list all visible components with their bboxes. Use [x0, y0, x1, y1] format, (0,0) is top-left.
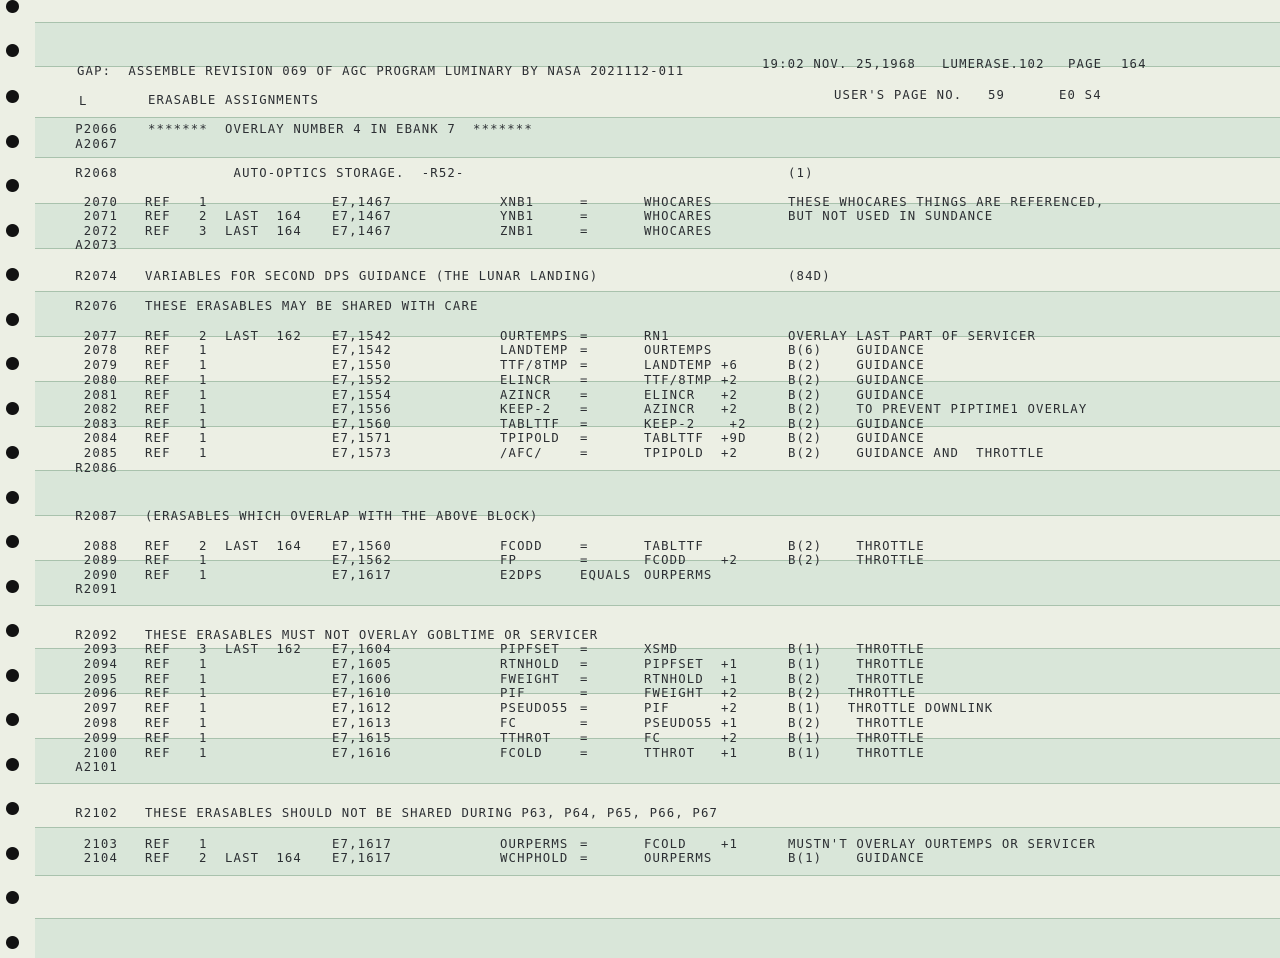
address: E7,1560 — [332, 417, 392, 431]
operand: TTHROT +1 — [644, 746, 739, 760]
line-number: A2073 — [75, 238, 118, 252]
statement-text: THESE ERASABLES MAY BE SHARED WITH CARE — [145, 299, 479, 313]
symbol: XNB1 — [500, 195, 535, 209]
address: E7,1542 — [332, 343, 392, 357]
address: E7,1562 — [332, 553, 392, 567]
operator: = — [580, 716, 589, 730]
ref-count: 2 — [199, 329, 208, 343]
feed-hole-icon — [6, 224, 19, 237]
line-number: 2090 — [83, 568, 118, 582]
line-number: 2103 — [83, 837, 118, 851]
symbol: TTF/8TMP — [500, 358, 569, 372]
comment: B(2) THROTTLE — [788, 716, 925, 730]
symbol: PIF — [500, 686, 526, 700]
line-number: R2092 — [75, 628, 118, 642]
operand: WHOCARES — [644, 195, 713, 209]
operand: OURPERMS — [644, 568, 713, 582]
feed-hole-icon — [6, 758, 19, 771]
operand: LANDTEMP +6 — [644, 358, 739, 372]
operator: = — [580, 731, 589, 745]
operand: OURPERMS — [644, 851, 713, 865]
line-number: 2080 — [83, 373, 118, 387]
ref-count: 1 — [199, 701, 208, 715]
comment: B(2) THROTTLE — [788, 539, 925, 553]
operand: XSMD — [644, 642, 679, 656]
feed-hole-icon — [6, 446, 19, 459]
ref-count: 1 — [199, 746, 208, 760]
operand: AZINCR +2 — [644, 402, 739, 416]
address: E7,1560 — [332, 539, 392, 553]
comment: (1) — [788, 166, 814, 180]
line-number: 2083 — [83, 417, 118, 431]
feed-hole-icon — [6, 0, 19, 13]
ref-keyword: REF — [145, 417, 171, 431]
operator: = — [580, 358, 589, 372]
operand: ELINCR +2 — [644, 388, 739, 402]
address: E7,1613 — [332, 716, 392, 730]
header-timestamp: 19:02 NOV. 25,1968 — [762, 57, 916, 71]
address: E7,1610 — [332, 686, 392, 700]
symbol: ZNB1 — [500, 224, 535, 238]
operator: = — [580, 373, 589, 387]
comment: B(2) THROTTLE — [788, 553, 925, 567]
operand: FWEIGHT +2 — [644, 686, 739, 700]
symbol: PSEUDO55 — [500, 701, 569, 715]
ref-count: 3 — [199, 224, 208, 238]
address: E7,1616 — [332, 746, 392, 760]
address: E7,1617 — [332, 568, 392, 582]
line-number: 2089 — [83, 553, 118, 567]
operand: TPIPOLD +2 — [644, 446, 739, 460]
operand: FC +2 — [644, 731, 739, 745]
section-marker: L — [79, 94, 88, 108]
address: E7,1467 — [332, 209, 392, 223]
last-ref: LAST 162 — [225, 642, 302, 656]
symbol: LANDTEMP — [500, 343, 569, 357]
feed-hole-icon — [6, 491, 19, 504]
address: E7,1612 — [332, 701, 392, 715]
address: E7,1542 — [332, 329, 392, 343]
ref-keyword: REF — [145, 746, 171, 760]
line-number: 2098 — [83, 716, 118, 730]
line-number: R2076 — [75, 299, 118, 313]
comment: THESE WHOCARES THINGS ARE REFERENCED, — [788, 195, 1105, 209]
operator: = — [580, 446, 589, 460]
symbol: OURPERMS — [500, 837, 569, 851]
ref-keyword: REF — [145, 431, 171, 445]
statement-text: THESE ERASABLES SHOULD NOT BE SHARED DURING P63, P64, P65, P66, P67 — [145, 806, 719, 820]
address: E7,1571 — [332, 431, 392, 445]
operator: = — [580, 746, 589, 760]
ref-keyword: REF — [145, 388, 171, 402]
ref-count: 1 — [199, 568, 208, 582]
ref-keyword: REF — [145, 343, 171, 357]
line-number: 2096 — [83, 686, 118, 700]
line-number: 2099 — [83, 731, 118, 745]
statement-text: THESE ERASABLES MUST NOT OVERLAY GOBLTIME OR SERVICER — [145, 628, 599, 642]
symbol: OURTEMPS — [500, 329, 569, 343]
ref-keyword: REF — [145, 686, 171, 700]
address: E7,1467 — [332, 224, 392, 238]
header-file: LUMERASE.102 — [942, 57, 1045, 71]
last-ref: LAST 164 — [225, 209, 302, 223]
last-ref: LAST 164 — [225, 224, 302, 238]
feed-hole-icon — [6, 44, 19, 57]
operand: PIF +2 — [644, 701, 739, 715]
line-number: 2082 — [83, 402, 118, 416]
section-title: ERASABLE ASSIGNMENTS — [148, 93, 320, 107]
ref-count: 1 — [199, 446, 208, 460]
last-ref: LAST 164 — [225, 539, 302, 553]
operator: = — [580, 402, 589, 416]
ref-keyword: REF — [145, 642, 171, 656]
ref-count: 1 — [199, 373, 208, 387]
address: E7,1554 — [332, 388, 392, 402]
symbol: FCODD — [500, 539, 543, 553]
comment: B(2) GUIDANCE AND THROTTLE — [788, 446, 1045, 460]
operand: TABLTTF +9D — [644, 431, 747, 445]
line-number: 2097 — [83, 701, 118, 715]
address: E7,1573 — [332, 446, 392, 460]
operand: PIPFSET +1 — [644, 657, 739, 671]
feed-hole-icon — [6, 713, 19, 726]
address: E7,1604 — [332, 642, 392, 656]
comment: B(2) TO PREVENT PIPTIME1 OVERLAY — [788, 402, 1088, 416]
line-number: 2079 — [83, 358, 118, 372]
line-number: 2085 — [83, 446, 118, 460]
feed-hole-icon — [6, 624, 19, 637]
line-number: 2072 — [83, 224, 118, 238]
line-number: P2066 — [75, 122, 118, 136]
comment: B(2) THROTTLE — [788, 686, 917, 700]
ref-count: 1 — [199, 657, 208, 671]
address: E7,1605 — [332, 657, 392, 671]
line-number: 2078 — [83, 343, 118, 357]
comment: B(2) GUIDANCE — [788, 417, 925, 431]
address: E7,1556 — [332, 402, 392, 416]
ref-count: 2 — [199, 851, 208, 865]
ref-keyword: REF — [145, 701, 171, 715]
ref-keyword: REF — [145, 358, 171, 372]
operator: = — [580, 431, 589, 445]
line-number: 2100 — [83, 746, 118, 760]
symbol: FC — [500, 716, 518, 730]
ref-keyword: REF — [145, 837, 171, 851]
feed-hole-icon — [6, 179, 19, 192]
line-number: 2070 — [83, 195, 118, 209]
operand: KEEP-2 +2 — [644, 417, 747, 431]
symbol: PIPFSET — [500, 642, 560, 656]
ref-count: 1 — [199, 358, 208, 372]
line-number: 2077 — [83, 329, 118, 343]
ref-count: 1 — [199, 431, 208, 445]
operator: = — [580, 195, 589, 209]
ref-keyword: REF — [145, 553, 171, 567]
operator: = — [580, 343, 589, 357]
comment: B(2) GUIDANCE — [788, 388, 925, 402]
operator: = — [580, 388, 589, 402]
feed-hole-icon — [6, 847, 19, 860]
feed-hole-icon — [6, 313, 19, 326]
ref-keyword: REF — [145, 195, 171, 209]
ref-count: 1 — [199, 716, 208, 730]
ref-keyword: REF — [145, 657, 171, 671]
feed-hole-icon — [6, 891, 19, 904]
ref-keyword: REF — [145, 446, 171, 460]
line-number: R2087 — [75, 509, 118, 523]
operator: = — [580, 224, 589, 238]
address: E7,1617 — [332, 851, 392, 865]
comment: B(2) GUIDANCE — [788, 358, 925, 372]
operand: RN1 — [644, 329, 670, 343]
operator: = — [580, 329, 589, 343]
header-page-label: PAGE — [1068, 57, 1103, 71]
symbol: YNB1 — [500, 209, 535, 223]
feed-hole-icon — [6, 135, 19, 148]
operand: RTNHOLD +1 — [644, 672, 739, 686]
operand: WHOCARES — [644, 224, 713, 238]
comment: MUSTN'T OVERLAY OURTEMPS OR SERVICER — [788, 837, 1096, 851]
comment: B(1) GUIDANCE — [788, 851, 925, 865]
line-number: A2101 — [75, 760, 118, 774]
ref-count: 1 — [199, 686, 208, 700]
ref-count: 1 — [199, 402, 208, 416]
ref-keyword: REF — [145, 209, 171, 223]
symbol: FP — [500, 553, 518, 567]
ref-keyword: REF — [145, 402, 171, 416]
line-number: 2088 — [83, 539, 118, 553]
ref-count: 1 — [199, 417, 208, 431]
feed-hole-icon — [6, 90, 19, 103]
ref-count: 1 — [199, 672, 208, 686]
address: E7,1550 — [332, 358, 392, 372]
symbol: AZINCR — [500, 388, 552, 402]
comment: B(1) THROTTLE — [788, 731, 925, 745]
feed-hole-icon — [6, 936, 19, 949]
ref-keyword: REF — [145, 539, 171, 553]
comment: OVERLAY LAST PART OF SERVICER — [788, 329, 1037, 343]
symbol: KEEP-2 — [500, 402, 552, 416]
ref-count: 1 — [199, 343, 208, 357]
line-number: 2081 — [83, 388, 118, 402]
feed-hole-icon — [6, 402, 19, 415]
symbol: TABLTTF — [500, 417, 560, 431]
line-number: 2084 — [83, 431, 118, 445]
ref-count: 2 — [199, 539, 208, 553]
last-ref: LAST 162 — [225, 329, 302, 343]
symbol: TPIPOLD — [500, 431, 560, 445]
operand: FCOLD +1 — [644, 837, 739, 851]
address: E7,1617 — [332, 837, 392, 851]
line-number: R2102 — [75, 806, 118, 820]
header-gap-line: GAP: ASSEMBLE REVISION 069 OF AGC PROGRAM LUMINARY BY NASA 2021112-011 — [77, 64, 685, 78]
ref-keyword: REF — [145, 672, 171, 686]
line-number: 2104 — [83, 851, 118, 865]
symbol: WCHPHOLD — [500, 851, 569, 865]
ref-keyword: REF — [145, 568, 171, 582]
line-number: R2068 — [75, 166, 118, 180]
symbol: E2DPS — [500, 568, 543, 582]
eo-label: E0 S4 — [1059, 88, 1102, 102]
symbol: FWEIGHT — [500, 672, 560, 686]
ref-keyword: REF — [145, 731, 171, 745]
comment: B(1) THROTTLE — [788, 642, 925, 656]
line-number: R2074 — [75, 269, 118, 283]
address: E7,1606 — [332, 672, 392, 686]
symbol: RTNHOLD — [500, 657, 560, 671]
comment: B(2) THROTTLE — [788, 672, 925, 686]
comment: B(2) GUIDANCE — [788, 373, 925, 387]
operator: = — [580, 657, 589, 671]
last-ref: LAST 164 — [225, 851, 302, 865]
line-number: R2091 — [75, 582, 118, 596]
operand: OURTEMPS — [644, 343, 713, 357]
feed-hole-icon — [6, 669, 19, 682]
line-number: 2095 — [83, 672, 118, 686]
operator: = — [580, 851, 589, 865]
feed-hole-icon — [6, 580, 19, 593]
operand: WHOCARES — [644, 209, 713, 223]
feed-hole-icon — [6, 802, 19, 815]
comment: B(6) GUIDANCE — [788, 343, 925, 357]
symbol: ELINCR — [500, 373, 552, 387]
paper-band — [35, 918, 1280, 958]
ref-count: 1 — [199, 553, 208, 567]
feed-hole-icon — [6, 535, 19, 548]
operand: TABLTTF — [644, 539, 704, 553]
symbol: TTHROT — [500, 731, 552, 745]
comment: B(1) THROTTLE — [788, 746, 925, 760]
user-page-label: USER'S PAGE NO. — [834, 88, 963, 102]
feed-hole-icon — [6, 268, 19, 281]
operand: PSEUDO55 +1 — [644, 716, 739, 730]
ref-count: 1 — [199, 195, 208, 209]
line-number: A2067 — [75, 137, 118, 151]
statement-text: AUTO-OPTICS STORAGE. -R52- — [148, 166, 465, 180]
feed-hole-icon — [6, 357, 19, 370]
operator: = — [580, 686, 589, 700]
operand: FCODD +2 — [644, 553, 739, 567]
ref-count: 1 — [199, 388, 208, 402]
user-page-number: 59 — [988, 88, 1006, 102]
address: E7,1615 — [332, 731, 392, 745]
ref-count: 3 — [199, 642, 208, 656]
operator: = — [580, 701, 589, 715]
comment: B(1) THROTTLE DOWNLINK — [788, 701, 994, 715]
line-number: 2094 — [83, 657, 118, 671]
ref-count: 1 — [199, 837, 208, 851]
statement-text: VARIABLES FOR SECOND DPS GUIDANCE (THE LUNAR LANDING) — [145, 269, 599, 283]
operator: = — [580, 672, 589, 686]
ref-count: 1 — [199, 731, 208, 745]
operator: = — [580, 539, 589, 553]
operand: TTF/8TMP +2 — [644, 373, 739, 387]
address: E7,1552 — [332, 373, 392, 387]
operator: = — [580, 837, 589, 851]
ref-keyword: REF — [145, 373, 171, 387]
operator: = — [580, 209, 589, 223]
line-number: R2086 — [75, 461, 118, 475]
operator: EQUALS — [580, 568, 632, 582]
ref-keyword: REF — [145, 329, 171, 343]
ref-count: 2 — [199, 209, 208, 223]
statement-text: (ERASABLES WHICH OVERLAP WITH THE ABOVE BLOCK) — [145, 509, 539, 523]
symbol: FCOLD — [500, 746, 543, 760]
statement-text: ******* OVERLAY NUMBER 4 IN EBANK 7 ******* — [148, 122, 533, 136]
comment: (84D) — [788, 269, 831, 283]
operator: = — [580, 417, 589, 431]
operator: = — [580, 642, 589, 656]
comment: BUT NOT USED IN SUNDANCE — [788, 209, 994, 223]
symbol: /AFC/ — [500, 446, 543, 460]
comment: B(2) GUIDANCE — [788, 431, 925, 445]
address: E7,1467 — [332, 195, 392, 209]
ref-keyword: REF — [145, 716, 171, 730]
comment: B(1) THROTTLE — [788, 657, 925, 671]
operator: = — [580, 553, 589, 567]
ref-keyword: REF — [145, 224, 171, 238]
ref-keyword: REF — [145, 851, 171, 865]
line-number: 2071 — [83, 209, 118, 223]
header-page-number: 164 — [1121, 57, 1147, 71]
line-number: 2093 — [83, 642, 118, 656]
